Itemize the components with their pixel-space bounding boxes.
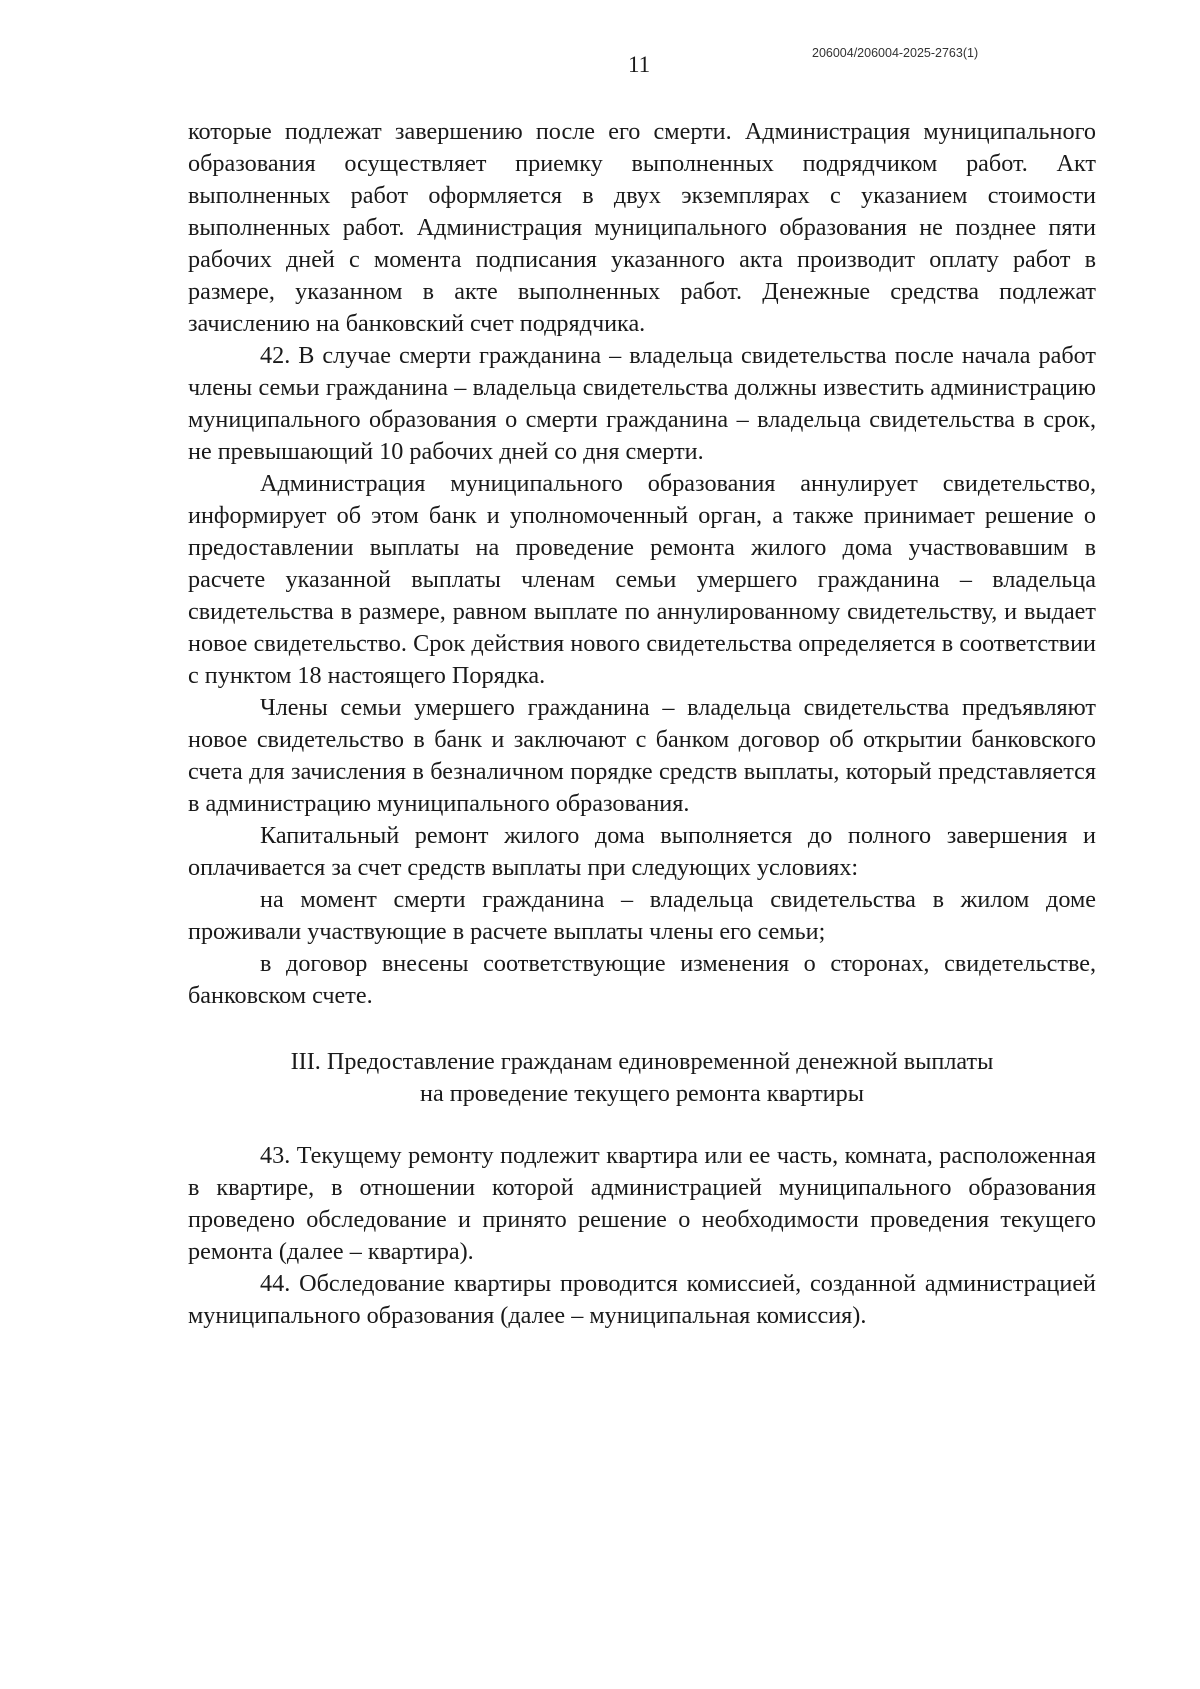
paragraph-condition-1: на момент смерти гражданина – владельца свидетельства в жилом доме проживали участвующие в расчете выплаты члены его семьи; <box>188 886 1096 945</box>
paragraph-capital-repair: Капитальный ремонт жилого дома выполняется до полного завершения и оплачивается за счет средств выплаты при следующих условиях: <box>188 822 1096 881</box>
document-id: 206004/206004-2025-2763(1) <box>812 46 979 60</box>
paragraph-44: 44. Обследование квартиры проводится комиссией, созданной администрацией муниципального образования (далее – муниципальная комиссия). <box>188 1270 1096 1329</box>
paragraph-condition-2: в договор внесены соответствующие изменения о сторонах, свидетельстве, банковском счете. <box>188 950 1096 1009</box>
page-number: 11 <box>628 52 651 77</box>
paragraph-43: 43. Текущему ремонту подлежит квартира или ее часть, комната, расположенная в квартире, в отношении которой администрацией муниципального образования проведено обследование и принято решение о необходимости проведения текущего ремонта (далее – квартира). <box>188 1142 1096 1265</box>
section-heading-line-1: III. Предоставление гражданам единовременной денежной выплаты <box>290 1048 994 1075</box>
paragraph-continuation: которые подлежат завершению после его смерти. Администрация муниципального образования осуществляет приемку выполненных подрядчиком работ. Акт выполненных работ оформляется в двух экземплярах с указанием стоимости выполненных работ. Администрация муниципального образования не позднее пяти рабочих дней с момента подписания указанного акта производит оплату работ в размере, указанном в акте выполненных работ. Денежные средства подлежат зачислению на банковский счет подрядчика. <box>188 118 1096 337</box>
section-heading-line-2: на проведение текущего ремонта квартиры <box>420 1080 864 1107</box>
document-body <box>188 116 1096 1332</box>
paragraph-42: 42. В случае смерти гражданина – владельца свидетельства после начала работ члены семьи гражданина – владельца свидетельства должны известить администрацию муниципального образования о смерти гражданина – владельца свидетельства в срок, не превышающий 10 рабочих дней со дня смерти. <box>188 342 1096 465</box>
section-heading <box>188 1046 1096 1110</box>
paragraph-annulment: Администрация муниципального образования аннулирует свидетельство, информирует об этом банк и уполномоченный орган, а также принимает решение о предоставлении выплаты на проведение ремонта жилого дома участвовавшим в расчете указанной выплаты членам семьи умершего гражданина – владельца свидетельства в размере, равном выплате по аннулированному свидетельству, и выдает новое свидетельство. Срок действия нового свидетельства определяется в соответствии с пунктом 18 настоящего Порядка. <box>188 470 1096 689</box>
paragraph-family-members: Члены семьи умершего гражданина – владельца свидетельства предъявляют новое свидетельство в банк и заключают с банком договор об открытии банковского счета для зачисления в безналичном порядке средств выплаты, который представляется в администрацию муниципального образования. <box>188 694 1096 817</box>
